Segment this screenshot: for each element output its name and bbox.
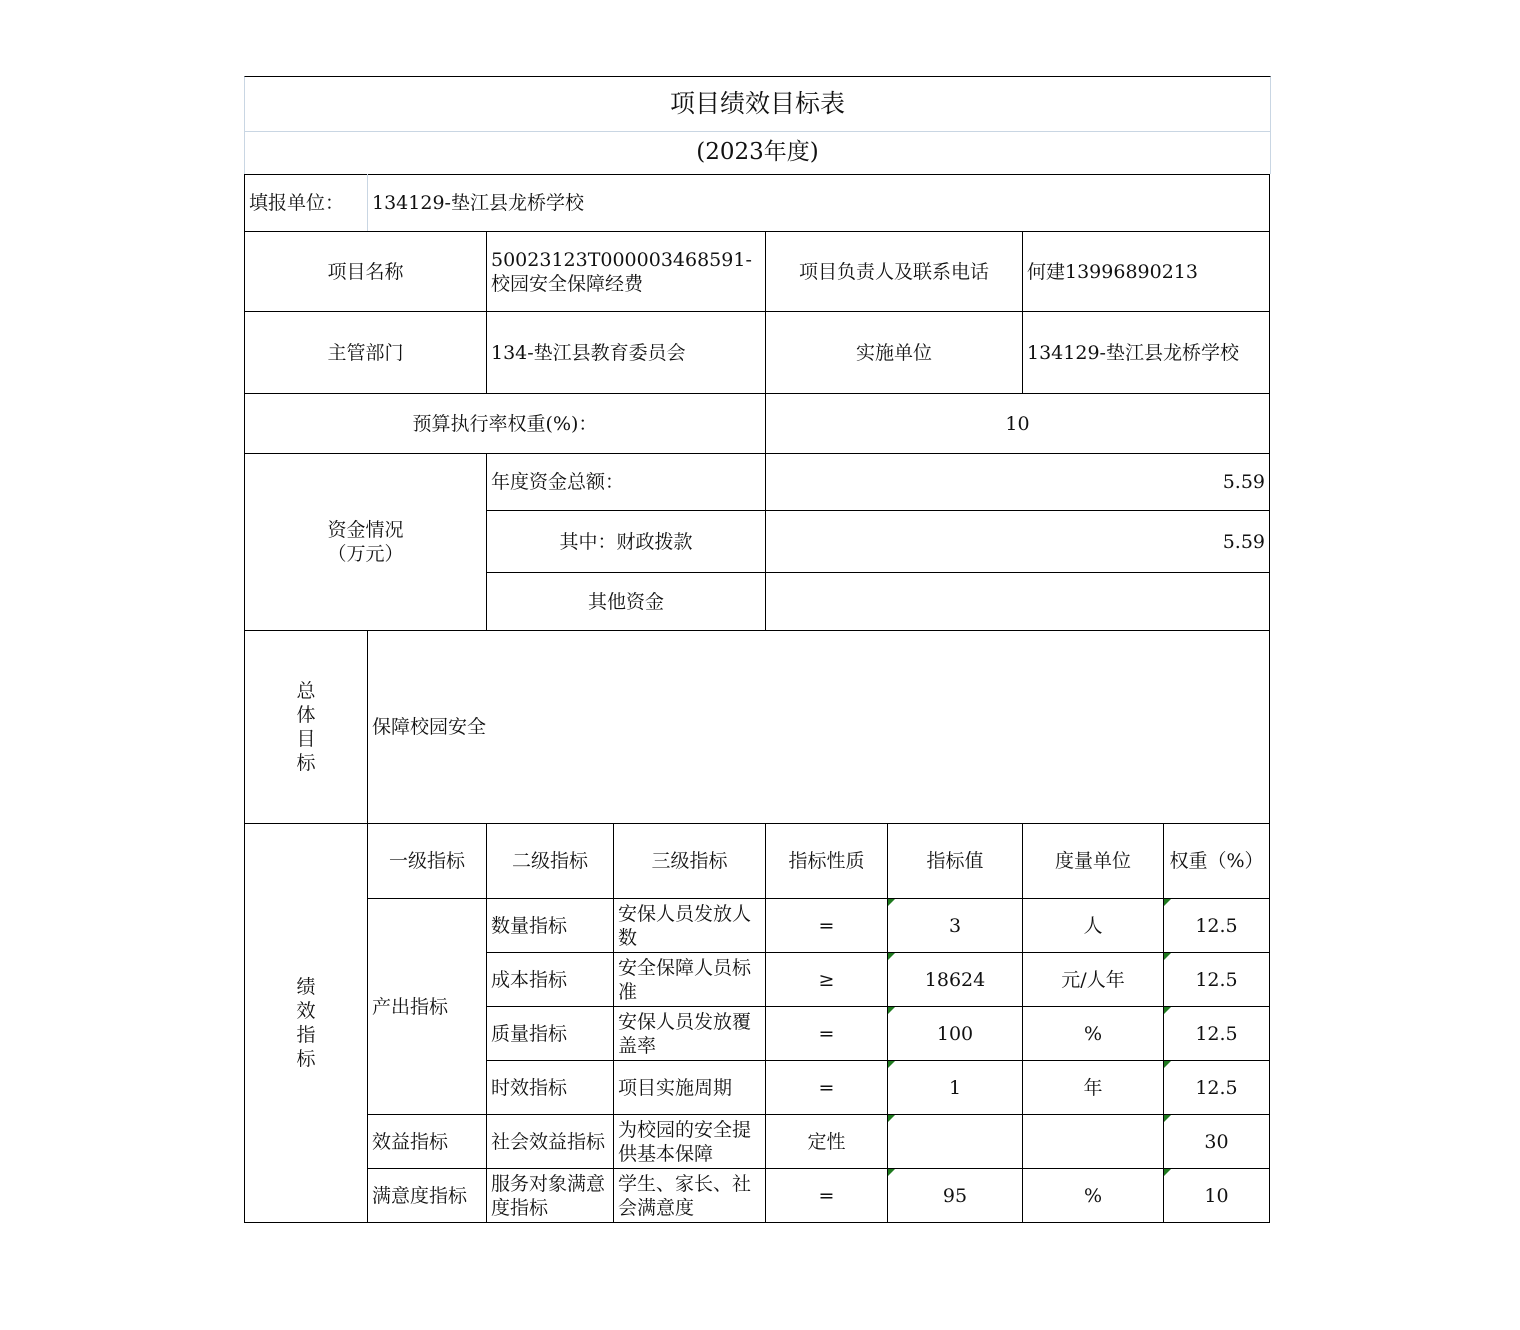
value-cell: 1: [888, 1061, 1023, 1115]
unit-cell: 年: [1023, 1061, 1164, 1115]
unit-cell: %: [1023, 1169, 1164, 1223]
unit-cell: %: [1023, 1007, 1164, 1061]
unit-cell: 元/人年: [1023, 953, 1164, 1007]
level2-cell: 成本指标: [487, 953, 614, 1007]
sheet-title: 项目绩效目标表: [244, 76, 1271, 132]
nature-cell: ≥: [766, 953, 888, 1007]
level3-cell: 安保人员发放人数: [614, 899, 766, 953]
value-cell: 95: [888, 1169, 1023, 1223]
project-name-label: 项目名称: [245, 232, 487, 312]
budget-weight-label: 预算执行率权重(%)：: [245, 394, 766, 454]
nature-cell: =: [766, 1061, 888, 1115]
level2-cell: 社会效益指标: [487, 1115, 614, 1169]
level2-cell: 时效指标: [487, 1061, 614, 1115]
funds-other-value: [766, 573, 1270, 631]
funds-total-value: 5.59: [766, 454, 1270, 511]
weight-cell: 12.5: [1164, 1061, 1270, 1115]
perf-label: 绩效指标: [245, 824, 368, 1223]
unit-cell: [1023, 1115, 1164, 1169]
unit-value: 134129-垫江县龙桥学校: [368, 175, 1270, 232]
budget-weight-value: 10: [766, 394, 1270, 454]
unit-cell: 人: [1023, 899, 1164, 953]
unit-label: 填报单位：: [245, 175, 368, 232]
header-nature: 指标性质: [766, 824, 888, 899]
target-table: [244, 174, 1270, 1223]
level1-satisfaction: 满意度指标: [368, 1169, 487, 1223]
project-leader-label: 项目负责人及联系电话: [766, 232, 1023, 312]
header-weight: 权重（%）: [1164, 824, 1270, 899]
value-cell: 3: [888, 899, 1023, 953]
nature-cell: 定性: [766, 1115, 888, 1169]
dept-label: 主管部门: [245, 312, 487, 394]
header-level3: 三级指标: [614, 824, 766, 899]
level3-cell: 安保人员发放覆盖率: [614, 1007, 766, 1061]
impl-unit-value: 134129-垫江县龙桥学校: [1023, 312, 1270, 394]
weight-cell: 30: [1164, 1115, 1270, 1169]
dept-value: 134-垫江县教育委员会: [487, 312, 766, 394]
project-leader-value: 何建13996890213: [1023, 232, 1270, 312]
nature-cell: =: [766, 1007, 888, 1061]
level3-cell: 学生、家长、社会满意度: [614, 1169, 766, 1223]
goal-value: 保障校园安全: [368, 631, 1270, 824]
header-level1: 一级指标: [368, 824, 487, 899]
nature-cell: =: [766, 899, 888, 953]
weight-cell: 12.5: [1164, 1007, 1270, 1061]
level3-cell: 为校园的安全提供基本保障: [614, 1115, 766, 1169]
nature-cell: =: [766, 1169, 888, 1223]
funds-fiscal-value: 5.59: [766, 511, 1270, 573]
performance-target-sheet: [244, 76, 1269, 1224]
value-cell: 18624: [888, 953, 1023, 1007]
level3-cell: 安全保障人员标准: [614, 953, 766, 1007]
goal-label: 总体目标: [245, 631, 368, 824]
project-name-value: 50023123T000003468591-校园安全保障经费: [487, 232, 766, 312]
value-cell: 100: [888, 1007, 1023, 1061]
level2-cell: 服务对象满意度指标: [487, 1169, 614, 1223]
funds-fiscal-label: 其中：财政拨款: [487, 511, 766, 573]
header-unit: 度量单位: [1023, 824, 1164, 899]
level2-cell: 数量指标: [487, 899, 614, 953]
level1-output: 产出指标: [368, 899, 487, 1115]
weight-cell: 10: [1164, 1169, 1270, 1223]
funds-total-label: 年度资金总额：: [487, 454, 766, 511]
level2-cell: 质量指标: [487, 1007, 614, 1061]
weight-cell: 12.5: [1164, 899, 1270, 953]
header-level2: 二级指标: [487, 824, 614, 899]
header-value: 指标值: [888, 824, 1023, 899]
weight-cell: 12.5: [1164, 953, 1270, 1007]
sheet-year: (2023年度): [244, 131, 1271, 174]
funds-other-label: 其他资金: [487, 573, 766, 631]
level1-benefit: 效益指标: [368, 1115, 487, 1169]
funds-label: 资金情况（万元）: [245, 454, 487, 631]
value-cell: [888, 1115, 1023, 1169]
impl-unit-label: 实施单位: [766, 312, 1023, 394]
level3-cell: 项目实施周期: [614, 1061, 766, 1115]
